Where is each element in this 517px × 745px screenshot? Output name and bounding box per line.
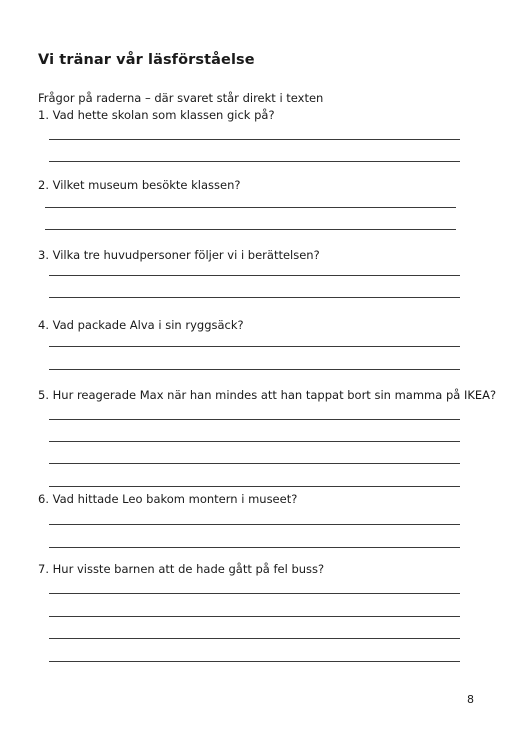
- answer-line[interactable]: [45, 229, 456, 230]
- answer-line[interactable]: [49, 638, 460, 639]
- answer-line[interactable]: [49, 524, 460, 525]
- answer-line[interactable]: [49, 161, 460, 162]
- answer-line[interactable]: [49, 441, 460, 442]
- intro-text: Frågor på raderna – där svaret står direkt i texten: [38, 91, 324, 105]
- answer-line[interactable]: [49, 139, 460, 140]
- answer-line[interactable]: [49, 486, 460, 487]
- answer-line[interactable]: [49, 593, 460, 594]
- answer-line[interactable]: [49, 547, 460, 548]
- answer-line[interactable]: [49, 463, 460, 464]
- question-4: 4. Vad packade Alva i sin ryggsäck?: [38, 318, 244, 332]
- answer-line[interactable]: [49, 661, 460, 662]
- answer-line[interactable]: [49, 369, 460, 370]
- question-7: 7. Hur visste barnen att de hade gått på fel buss?: [38, 562, 325, 576]
- question-2: 2. Vilket museum besökte klassen?: [38, 178, 241, 192]
- answer-line[interactable]: [49, 346, 460, 347]
- answer-line[interactable]: [45, 207, 456, 208]
- answer-line[interactable]: [49, 297, 460, 298]
- page-title: Vi tränar vår läsförståelse: [38, 52, 255, 68]
- question-3: 3. Vilka tre huvudpersoner följer vi i berättelsen?: [38, 248, 320, 262]
- question-5: 5. Hur reagerade Max när han mindes att han tappat bort sin mamma på IKEA?: [38, 388, 497, 402]
- question-6: 6. Vad hittade Leo bakom montern i museet?: [38, 492, 298, 506]
- answer-line[interactable]: [49, 616, 460, 617]
- page-number: 8: [467, 693, 474, 706]
- answer-line[interactable]: [49, 275, 460, 276]
- question-1: 1. Vad hette skolan som klassen gick på?: [38, 108, 275, 122]
- answer-line[interactable]: [49, 419, 460, 420]
